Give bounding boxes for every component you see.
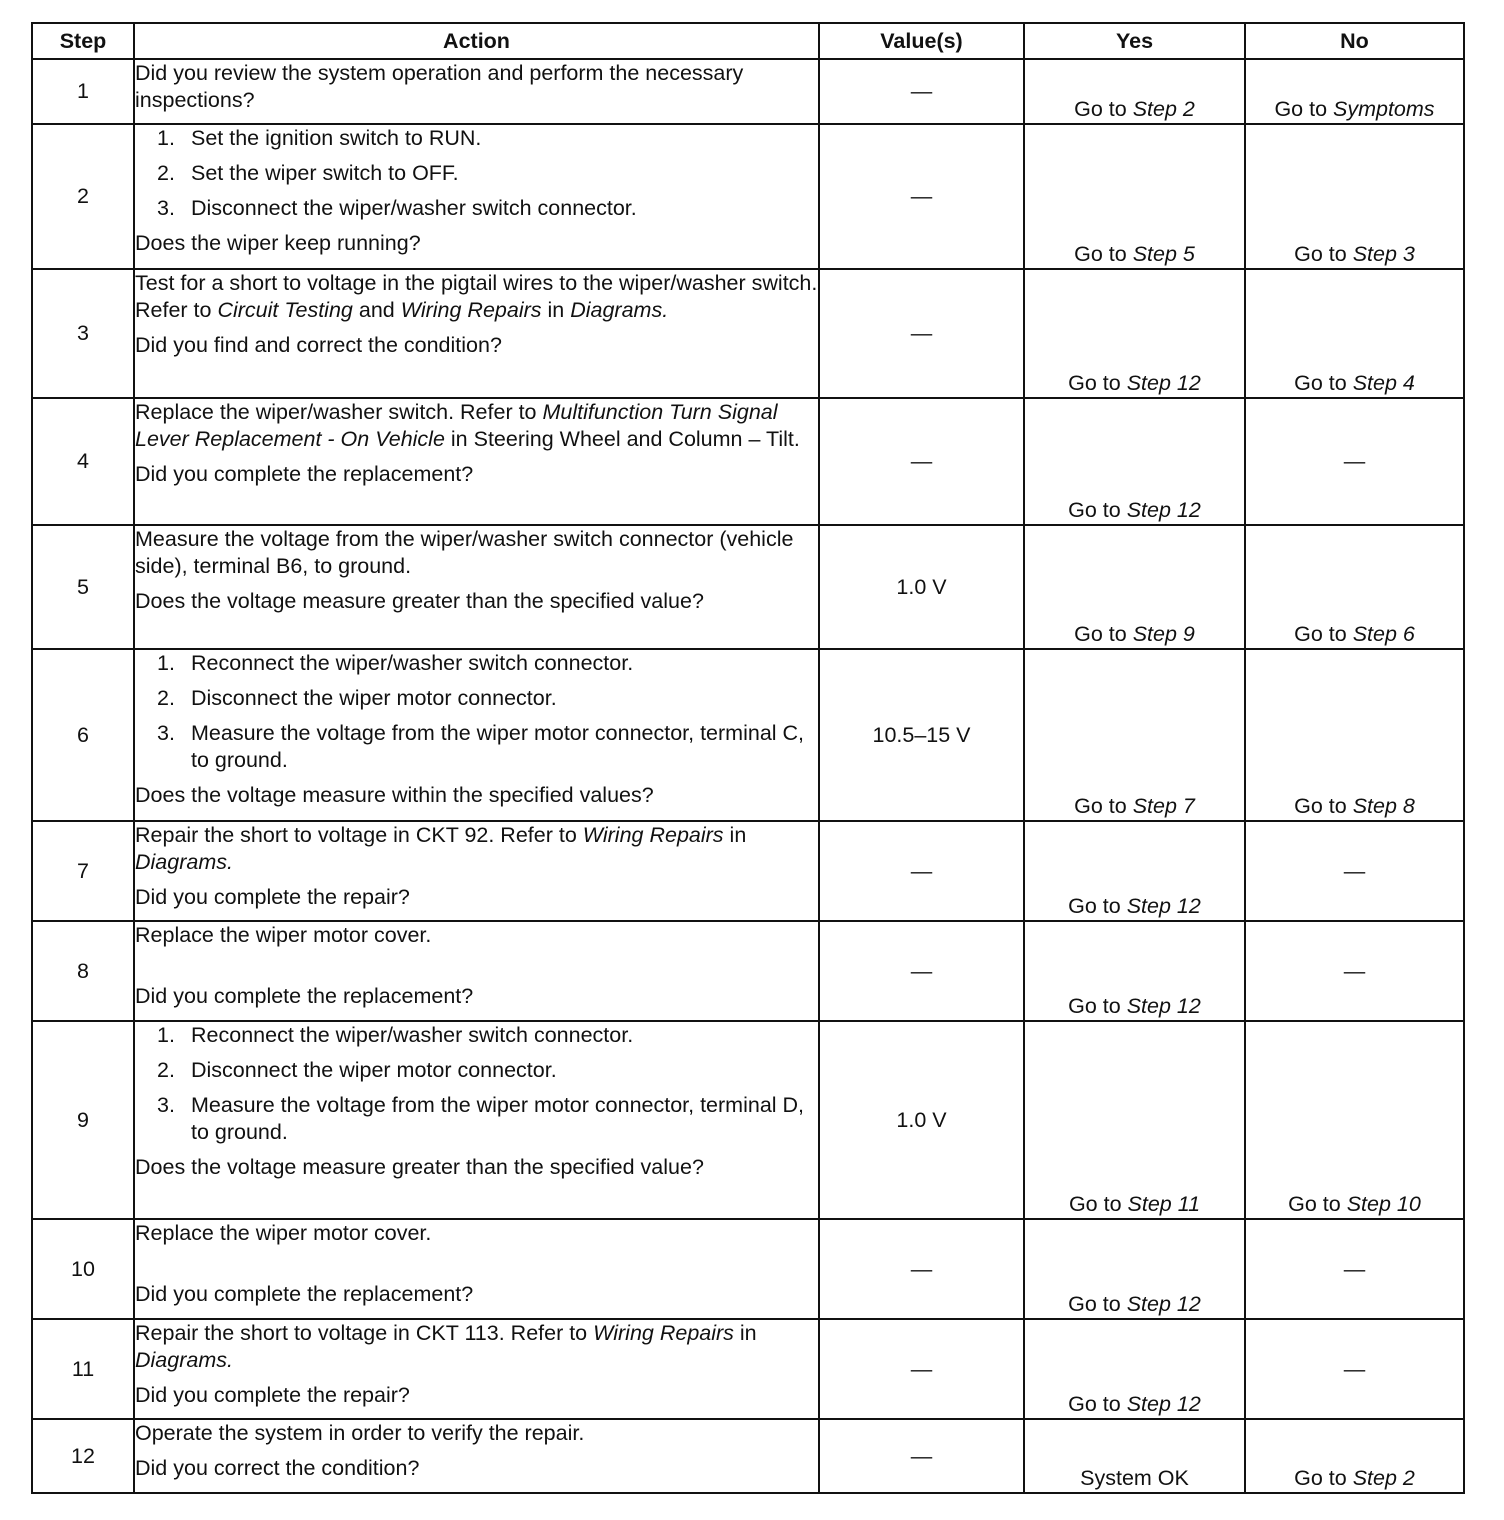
header-action: Action: [134, 23, 819, 59]
action-step-text: Reconnect the wiper/washer switch connector.: [191, 1023, 634, 1047]
table-row: [32, 821, 1464, 921]
action-step-number: 3.: [157, 196, 175, 220]
action-cell: [134, 649, 819, 821]
text-run: Measure the voltage from the wiper/washer switch connector (vehicle side), terminal B6, to ground.: [135, 527, 794, 578]
no-cell: [1245, 525, 1464, 649]
text-run: Go to: [1294, 622, 1353, 646]
no-cell: —: [1245, 1219, 1464, 1319]
text-run: Go to: [1068, 1392, 1127, 1416]
table-row: [32, 1021, 1464, 1219]
yes-cell: [1024, 525, 1245, 649]
table-row: [32, 525, 1464, 649]
text-run: Operate the system in order to verify the repair.: [135, 1421, 585, 1445]
action-question: [135, 588, 818, 615]
text-run: Did you find and correct the condition?: [135, 333, 502, 357]
italic-ref: Symptoms: [1333, 97, 1435, 121]
action-step-item: [157, 720, 818, 774]
yes-cell: [1024, 59, 1245, 124]
text-run: Did you complete the replacement?: [135, 984, 474, 1008]
table-row: [32, 1419, 1464, 1493]
text-run: Go to: [1068, 894, 1127, 918]
step-cell: 1: [32, 59, 134, 124]
table-row: [32, 269, 1464, 398]
step-cell: 7: [32, 821, 134, 921]
text-run: Go to: [1068, 1192, 1128, 1216]
italic-ref: Wiring Repairs: [593, 1321, 734, 1345]
yes-cell: [1024, 269, 1245, 398]
action-text: [135, 60, 818, 114]
italic-ref: Step 12: [1126, 1392, 1201, 1416]
action-question: [135, 782, 818, 809]
italic-ref: Diagrams.: [570, 298, 669, 322]
text-run: System OK: [1080, 1466, 1189, 1490]
yes-cell: [1024, 821, 1245, 921]
no-cell: [1245, 124, 1464, 269]
text-run: and: [352, 298, 401, 322]
italic-ref: Step 12: [1126, 371, 1201, 395]
yes-cell: [1024, 1319, 1245, 1419]
action-cell: [134, 1419, 819, 1493]
header-yes: Yes: [1024, 23, 1245, 59]
italic-ref: Diagrams.: [135, 1348, 233, 1372]
text-run: in: [723, 823, 747, 847]
text-run: Does the voltage measure within the specified values?: [135, 783, 654, 807]
text-run: Replace the wiper motor cover.: [135, 1221, 432, 1245]
italic-ref: Step 12: [1126, 994, 1201, 1018]
action-cell: [134, 1021, 819, 1219]
text-run: Does the voltage measure greater than the specified value?: [135, 1155, 704, 1179]
italic-ref: Step 12: [1126, 1292, 1201, 1316]
table-row: [32, 1219, 1464, 1319]
value-cell: —: [819, 398, 1024, 525]
action-text: [135, 1320, 818, 1374]
value-cell: —: [819, 1419, 1024, 1493]
italic-ref: Step 8: [1352, 794, 1415, 818]
value-cell: 10.5–15 V: [819, 649, 1024, 821]
no-cell: [1245, 59, 1464, 124]
text-run: Did you correct the condition?: [135, 1456, 420, 1480]
action-step-number: 3.: [157, 1093, 175, 1117]
action-text: [135, 270, 818, 324]
action-step-item: [157, 160, 818, 187]
yes-cell: [1024, 1219, 1245, 1319]
value-cell: 1.0 V: [819, 1021, 1024, 1219]
text-run: Did you complete the repair?: [135, 1383, 410, 1407]
step-cell: 4: [32, 398, 134, 525]
action-text: [135, 922, 818, 949]
value-cell: —: [819, 1319, 1024, 1419]
action-step-number: 2.: [157, 161, 175, 185]
text-run: Repair the short to voltage in CKT 113. Refer to: [135, 1321, 594, 1345]
action-question: [135, 1455, 818, 1482]
action-steps-list: [135, 125, 818, 222]
text-run: Replace the wiper/washer switch. Refer to: [135, 400, 543, 424]
header-values: Value(s): [819, 23, 1024, 59]
italic-ref: Step 2: [1132, 97, 1195, 121]
no-cell: —: [1245, 398, 1464, 525]
text-run: Go to: [1074, 242, 1133, 266]
step-cell: 3: [32, 269, 134, 398]
action-step-text: Reconnect the wiper/washer switch connector.: [191, 651, 634, 675]
text-run: Go to: [1068, 994, 1127, 1018]
italic-ref: Step 10: [1346, 1192, 1421, 1216]
action-step-item: [157, 125, 818, 152]
step-cell: 8: [32, 921, 134, 1021]
text-run: Did you complete the replacement?: [135, 1282, 474, 1306]
yes-cell: [1024, 1419, 1245, 1493]
action-step-text: Disconnect the wiper/washer switch connector.: [191, 196, 637, 220]
step-cell: 2: [32, 124, 134, 269]
action-step-number: 1.: [157, 651, 175, 675]
text-run: in: [541, 298, 571, 322]
header-row: [32, 23, 1464, 59]
action-step-item: [157, 685, 818, 712]
value-cell: 1.0 V: [819, 525, 1024, 649]
text-run: Go to: [1068, 371, 1127, 395]
italic-ref: Multifunction Turn Signal Lever Replacement - On Vehicle: [135, 400, 778, 451]
text-run: Go to: [1274, 97, 1333, 121]
no-cell: [1245, 269, 1464, 398]
text-run: Go to: [1074, 794, 1133, 818]
table-row: [32, 398, 1464, 525]
text-run: Go to: [1294, 794, 1353, 818]
italic-ref: Step 11: [1127, 1192, 1201, 1216]
text-run: Does the voltage measure greater than the specified value?: [135, 589, 704, 613]
text-run: Did you review the system operation and perform the necessary inspections?: [135, 61, 744, 112]
step-cell: 10: [32, 1219, 134, 1319]
table-row: [32, 649, 1464, 821]
step-cell: 12: [32, 1419, 134, 1493]
no-cell: —: [1245, 1319, 1464, 1419]
action-text: [135, 526, 818, 580]
no-cell: [1245, 649, 1464, 821]
value-cell: —: [819, 59, 1024, 124]
action-cell: [134, 1319, 819, 1419]
yes-cell: [1024, 649, 1245, 821]
step-cell: 5: [32, 525, 134, 649]
italic-ref: Step 12: [1126, 894, 1201, 918]
text-run: Replace the wiper motor cover.: [135, 923, 432, 947]
action-step-item: [157, 1057, 818, 1084]
action-step-number: 1.: [157, 1023, 175, 1047]
step-cell: 11: [32, 1319, 134, 1419]
text-run: Go to: [1288, 1192, 1347, 1216]
yes-cell: [1024, 124, 1245, 269]
action-question: [135, 1154, 818, 1181]
value-cell: —: [819, 124, 1024, 269]
action-steps-list: [135, 1022, 818, 1146]
action-step-item: [157, 1022, 818, 1049]
action-question: [135, 461, 818, 488]
action-question: [135, 1281, 818, 1308]
italic-ref: Circuit Testing: [217, 298, 353, 322]
italic-ref: Step 5: [1132, 242, 1195, 266]
step-cell: 6: [32, 649, 134, 821]
action-text: [135, 1420, 818, 1447]
table-body: [32, 59, 1464, 1493]
italic-ref: Step 2: [1352, 1466, 1415, 1490]
no-cell: [1245, 1021, 1464, 1219]
action-cell: [134, 269, 819, 398]
table-row: [32, 124, 1464, 269]
text-run: Repair the short to voltage in CKT 92. Refer to: [135, 823, 583, 847]
yes-cell: [1024, 921, 1245, 1021]
text-run: Did you complete the repair?: [135, 885, 410, 909]
yes-cell: [1024, 398, 1245, 525]
action-step-text: Disconnect the wiper motor connector.: [191, 1058, 557, 1082]
action-step-item: [157, 195, 818, 222]
italic-ref: Step 7: [1132, 794, 1195, 818]
action-step-text: Measure the voltage from the wiper motor connector, terminal C, to ground.: [191, 721, 805, 772]
action-cell: [134, 398, 819, 525]
italic-ref: Step 3: [1352, 242, 1415, 266]
text-run: Go to: [1074, 622, 1133, 646]
action-question: [135, 884, 818, 911]
value-cell: —: [819, 1219, 1024, 1319]
table-row: [32, 59, 1464, 124]
value-cell: —: [819, 921, 1024, 1021]
italic-ref: Step 6: [1352, 622, 1415, 646]
action-question: [135, 332, 818, 359]
text-run: in Steering Wheel and Column – Tilt.: [444, 427, 800, 451]
action-question: [135, 1382, 818, 1409]
no-cell: —: [1245, 821, 1464, 921]
action-cell: [134, 124, 819, 269]
table-row: [32, 921, 1464, 1021]
italic-ref: Step 4: [1352, 371, 1415, 395]
diagnostic-table: [31, 22, 1465, 1494]
action-text: [135, 822, 818, 876]
action-step-number: 2.: [157, 1058, 175, 1082]
italic-ref: Diagrams.: [135, 850, 233, 874]
text-run: Does the wiper keep running?: [135, 231, 421, 255]
text-run: Go to: [1068, 1292, 1127, 1316]
action-cell: [134, 1219, 819, 1319]
action-steps-list: [135, 650, 818, 774]
table-row: [32, 1319, 1464, 1419]
action-text: [135, 1220, 818, 1247]
no-cell: [1245, 1419, 1464, 1493]
italic-ref: Wiring Repairs: [582, 823, 724, 847]
action-step-number: 1.: [157, 126, 175, 150]
action-step-number: 3.: [157, 721, 175, 745]
text-run: Test for a short to voltage in the pigtail wires to the wiper/washer switch. Refer to: [135, 271, 818, 322]
action-cell: [134, 821, 819, 921]
value-cell: —: [819, 821, 1024, 921]
no-cell: —: [1245, 921, 1464, 1021]
italic-ref: Step 12: [1126, 498, 1201, 522]
value-cell: —: [819, 269, 1024, 398]
italic-ref: Step 9: [1132, 622, 1195, 646]
text-run: in: [733, 1321, 757, 1345]
action-step-text: Set the ignition switch to RUN.: [191, 126, 482, 150]
action-step-number: 2.: [157, 686, 175, 710]
action-step-item: [157, 650, 818, 677]
yes-cell: [1024, 1021, 1245, 1219]
action-step-item: [157, 1092, 818, 1146]
action-text: [135, 399, 818, 453]
text-run: Go to: [1068, 498, 1127, 522]
text-run: Go to: [1074, 97, 1133, 121]
action-cell: [134, 525, 819, 649]
action-step-text: Measure the voltage from the wiper motor connector, terminal D, to ground.: [191, 1093, 805, 1144]
header-step: Step: [32, 23, 134, 59]
action-question: [135, 230, 818, 257]
step-cell: 9: [32, 1021, 134, 1219]
action-step-text: Set the wiper switch to OFF.: [191, 161, 459, 185]
header-no: No: [1245, 23, 1464, 59]
text-run: Go to: [1294, 242, 1353, 266]
action-question: [135, 983, 818, 1010]
action-step-text: Disconnect the wiper motor connector.: [191, 686, 557, 710]
action-cell: [134, 59, 819, 124]
italic-ref: Wiring Repairs: [400, 298, 542, 322]
action-cell: [134, 921, 819, 1021]
text-run: Go to: [1294, 1466, 1353, 1490]
text-run: Did you complete the replacement?: [135, 462, 474, 486]
text-run: Go to: [1294, 371, 1353, 395]
